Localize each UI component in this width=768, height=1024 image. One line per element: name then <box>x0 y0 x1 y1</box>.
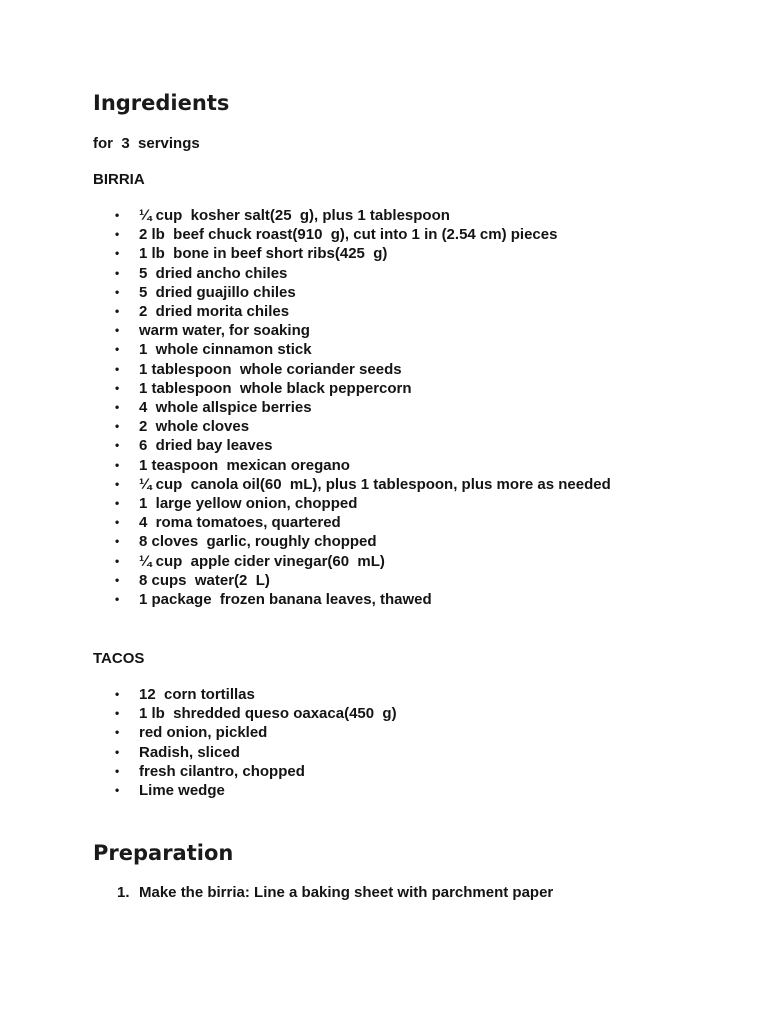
ingredient-text: 1 lb bone in beef short ribs(425 g) <box>139 245 388 263</box>
ingredient-text: 8 cups water(2 L) <box>139 571 270 589</box>
ingredient-item <box>0 590 659 609</box>
bullet-icon: • <box>115 706 120 721</box>
ingredient-text: 8 cloves garlic, roughly chopped <box>139 533 377 551</box>
bullet-icon: • <box>115 783 120 798</box>
ingredient-text: fresh cilantro, chopped <box>139 762 305 780</box>
ingredient-item <box>0 225 659 244</box>
bullet-icon: • <box>115 592 120 607</box>
bullet-icon: • <box>115 763 120 778</box>
ingredient-item <box>0 264 659 283</box>
ingredient-item <box>0 456 659 475</box>
ingredient-text: ¼ cup canola oil(60 mL), plus 1 tablespoon, plus more as needed <box>139 475 611 493</box>
ingredient-text: 2 whole cloves <box>139 418 250 436</box>
bullet-icon: • <box>115 361 120 376</box>
ingredient-item <box>0 532 659 551</box>
ingredient-text: Radish, sliced <box>139 743 240 761</box>
bullet-icon: • <box>115 515 120 530</box>
ingredient-text: 1 tablespoon whole black peppercorn <box>139 379 412 397</box>
ingredient-text: 1 lb shredded queso oaxaca(450 g) <box>139 705 397 723</box>
ingredient-text: 2 dried morita chiles <box>139 303 290 321</box>
ingredient-text: 6 dried bay leaves <box>139 437 273 455</box>
bullet-icon: • <box>115 457 120 472</box>
ingredient-text: 1 whole cinnamon stick <box>139 341 312 359</box>
ingredient-item <box>0 494 659 513</box>
bullet-icon: • <box>115 265 120 280</box>
ingredient-item <box>0 552 659 571</box>
birria-ingredient-list <box>0 206 768 609</box>
ingredient-text: red onion, pickled <box>139 724 268 742</box>
section-title-birria: BIRRIA <box>93 171 145 188</box>
servings-text: for 3 servings <box>93 135 200 152</box>
preparation-step <box>0 883 699 903</box>
ingredient-item <box>0 513 659 532</box>
ingredient-item <box>0 571 659 590</box>
bullet-icon: • <box>115 534 120 549</box>
ingredient-item <box>0 398 659 417</box>
ingredient-item <box>0 762 659 781</box>
bullet-icon: • <box>115 246 120 261</box>
ingredient-text: 2 lb beef chuck roast(910 g), cut into 1 in (2.54 cm) pieces <box>139 226 558 244</box>
ingredient-text: warm water, for soaking <box>139 322 310 340</box>
bullet-icon: • <box>115 227 120 242</box>
ingredient-item <box>0 723 659 742</box>
ingredient-text: 5 dried ancho chiles <box>139 264 288 282</box>
bullet-icon: • <box>115 304 120 319</box>
ingredient-item <box>0 302 659 321</box>
ingredient-item <box>0 704 659 723</box>
ingredient-text: ¼ cup apple cider vinegar(60 mL) <box>139 552 385 570</box>
ingredient-item <box>0 340 659 359</box>
ingredient-item <box>0 436 659 455</box>
bullet-icon: • <box>115 342 120 357</box>
ingredient-text: 1 tablespoon whole coriander seeds <box>139 360 402 378</box>
ingredient-text: Lime wedge <box>139 782 225 800</box>
ingredient-text: 5 dried guajillo chiles <box>139 283 296 301</box>
bullet-icon: • <box>115 438 120 453</box>
ingredient-item <box>0 781 659 800</box>
ingredient-text: 4 roma tomatoes, quartered <box>139 514 341 532</box>
ingredient-item <box>0 283 659 302</box>
ingredient-text: 4 whole allspice berries <box>139 399 312 417</box>
ingredient-item <box>0 743 659 762</box>
bullet-icon: • <box>115 496 120 511</box>
bullet-icon: • <box>115 208 120 222</box>
bullet-icon: • <box>115 380 120 395</box>
bullet-icon: • <box>115 687 120 701</box>
bullet-icon: • <box>115 744 120 759</box>
bullet-icon: • <box>115 419 120 434</box>
ingredient-text: 1 teaspoon mexican oregano <box>139 456 350 474</box>
ingredients-heading: Ingredients <box>93 91 230 115</box>
ingredient-text: 12 corn tortillas <box>139 686 255 703</box>
ingredient-item <box>0 417 659 436</box>
ingredient-item <box>0 685 659 704</box>
bullet-icon: • <box>115 323 120 338</box>
ingredient-text: 1 large yellow onion, chopped <box>139 495 358 513</box>
ingredient-item <box>0 475 659 494</box>
section-title-tacos: TACOS <box>93 650 145 667</box>
bullet-icon: • <box>115 476 120 491</box>
tacos-ingredient-list <box>0 685 768 800</box>
bullet-icon: • <box>115 725 120 740</box>
bullet-icon: • <box>115 284 120 299</box>
ingredient-item <box>0 321 659 340</box>
step-text: Make the birria: Line a baking sheet with parchment paper <box>139 884 554 901</box>
ingredient-item <box>0 379 659 398</box>
ingredient-text: ¼ cup kosher salt(25 g), plus 1 tablespoon <box>139 207 450 224</box>
ingredient-item <box>0 206 659 225</box>
ingredient-item <box>0 244 659 263</box>
bullet-icon: • <box>115 553 120 568</box>
bullet-icon: • <box>115 400 120 415</box>
preparation-heading: Preparation <box>93 841 234 865</box>
ingredient-text: 1 package frozen banana leaves, thawed <box>139 591 432 609</box>
bullet-icon: • <box>115 572 120 587</box>
ingredient-item <box>0 360 659 379</box>
preparation-steps-list <box>0 883 768 903</box>
step-number: 1. <box>117 884 130 901</box>
